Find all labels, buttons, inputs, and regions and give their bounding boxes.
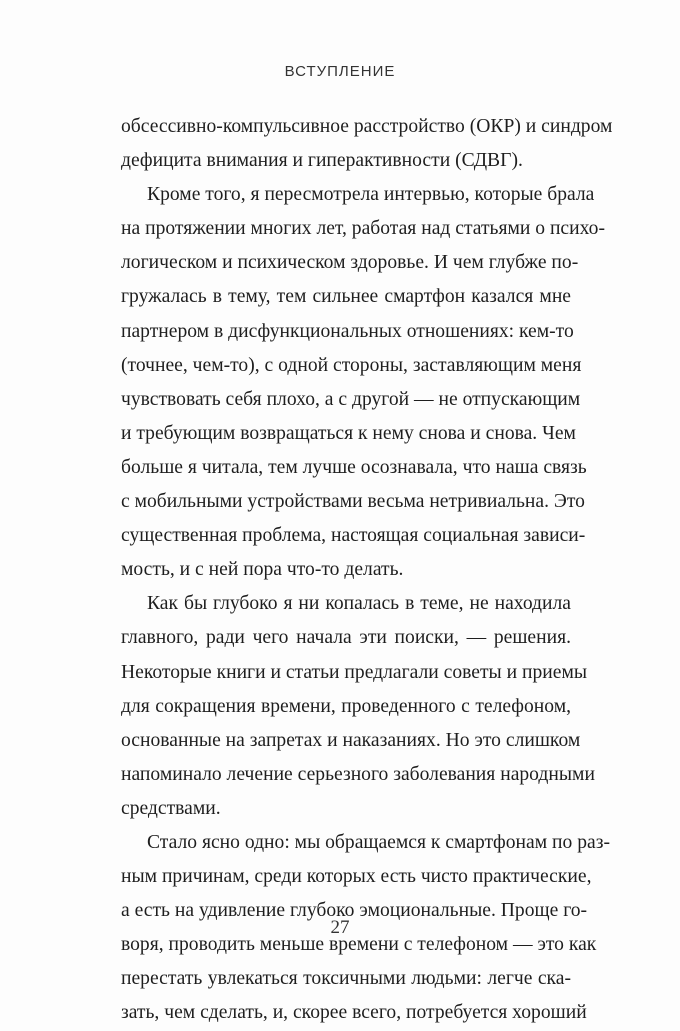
text-line: существенная проблема, настоящая социальная зависи- [121, 525, 586, 547]
text-line: с мобильными устройствами весьма нетривиальна. Это [121, 491, 585, 513]
text-line: больше я читала, тем лучше осознавала, что наша связь [121, 456, 587, 478]
text-line: основанные на запретах и наказаниях. Но это слишком [121, 729, 581, 751]
text-line: Как бы глубоко я ни копалась в теме, не находила [147, 593, 571, 615]
text-line: Стало ясно одно: мы обращаемся к смартфонам по раз- [147, 831, 610, 853]
text-line: воря, проводить меньше времени с телефоном — это как [121, 934, 597, 956]
body-text [121, 110, 613, 1031]
text-line: Кроме того, я пересмотрела интервью, которые брала [147, 184, 595, 206]
paragraph [121, 178, 605, 587]
text-line: мость, и с ней пора что-то делать. [121, 559, 404, 581]
text-line: Некоторые книги и статьи предлагали советы и приемы [121, 661, 588, 683]
text-line: а есть на удивление глубоко эмоциональные. Проще го- [121, 900, 588, 922]
text-line: дефицита внимания и гиперактивности (СДВГ). [121, 150, 523, 172]
text-line: зать, чем сделать, и, скорее всего, потребуется хороший [121, 1002, 587, 1024]
text-line: гружалась в тему, тем сильнее смартфон казался мне [121, 286, 571, 308]
text-line: средствами. [121, 797, 221, 819]
page-number: 27 [330, 917, 350, 938]
text-line: и требующим возвращаться к нему снова и снова. Чем [121, 422, 576, 444]
text-line: ным причинам, среди которых есть чисто практические, [121, 866, 592, 888]
paragraph [121, 587, 595, 826]
text-line: (точнее, чем-то), с одной стороны, заставляющим меня [121, 354, 582, 376]
text-line: чувствовать себя плохо, а с другой — не отпускающим [121, 388, 581, 410]
text-line: перестать увлекаться токсичными людьми: легче ска- [121, 968, 571, 990]
text-line: логическом и психическом здоровье. И чем глубже по- [121, 252, 579, 274]
text-line: на протяжении многих лет, работая над статьями о психо- [121, 218, 605, 240]
text-line: главного, ради чего начала эти поиски, — решения. [121, 627, 571, 649]
text-line: обсессивно-компульсивное расстройство (ОКР) и синдром [121, 116, 613, 137]
running-header: ВСТУПЛЕНИЕ [284, 63, 396, 80]
text-line: напоминало лечение серьезного заболевания народными [121, 763, 595, 785]
text-line: партнером в дисфункциональных отношениях: кем-то [121, 320, 574, 342]
text-line: для сокращения времени, проведенного с телефоном, [121, 695, 571, 717]
paragraph [121, 110, 613, 178]
